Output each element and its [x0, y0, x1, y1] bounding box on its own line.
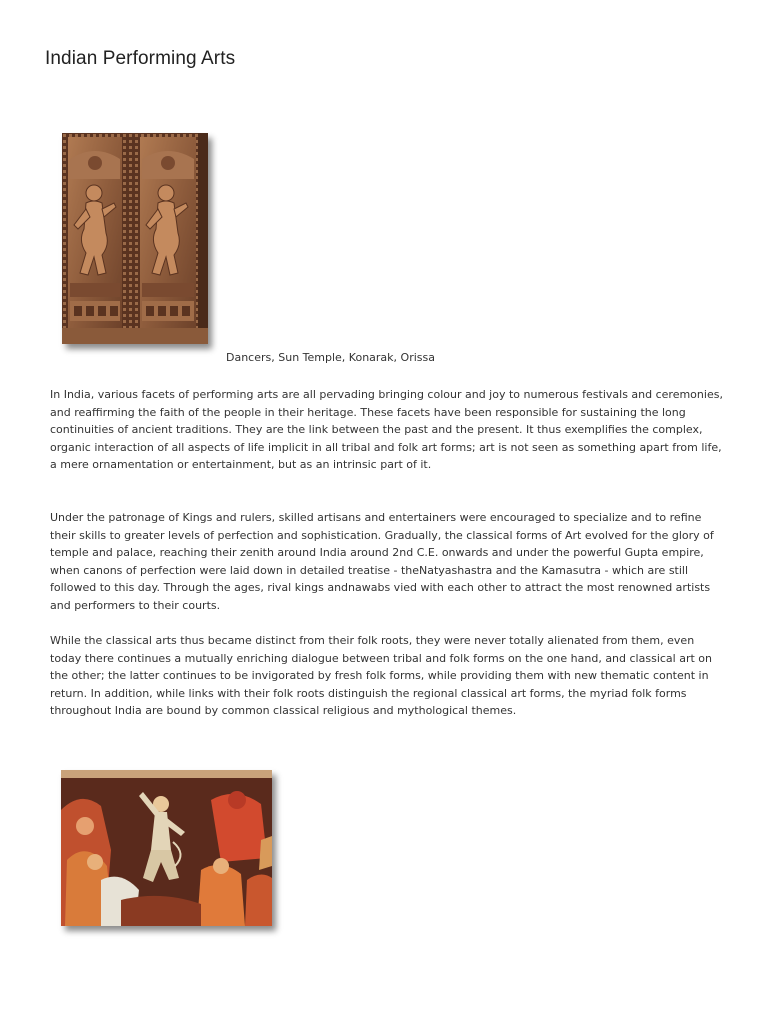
paragraph: Under the patronage of Kings and rulers, skilled artisans and entertainers were encouraged to specialize and to refine their skills to greater levels of perfection and sophistication. Gradually, the classical forms of Art evolved for the glory of temple and palace, reaching their zenith around India around 2nd C.E. onwards and under the powerful Gupta empire, when canons of perfection were laid down in detailed treatise - theNatyashastra and the Kamasutra - which are still followed to this day. Through the ages, rival kings andnawabs vied with each other to attract the most renowned artists and performers to their courts. [50, 511, 714, 612]
paragraph: In India, various facets of performing arts are all pervading bringing colour and joy to numerous festivals and ceremonies, and reaffirming the faith of the people in their heritage. These facets have been responsible for sustaining the long continuities of ancient traditions. They are the link between the past and the present. It thus exemplifies the complex, organic interaction of all aspects of life implicit in all tribal and folk art forms; art is not seen as something apart from life, a mere ornamentation or entertainment, but as an intrinsic part of it. [50, 388, 723, 472]
temple-sculpture-image [62, 133, 208, 344]
dancing-deity-painting-image [61, 770, 272, 926]
page-title: Indian Performing Arts [45, 48, 236, 69]
paragraph: While the classical arts thus became distinct from their folk roots, they were never totally alienated from them, even today there continues a mutually enriching dialogue between tribal and folk forms on the one hand, and classical art on the other; the latter continues to be invigorated by fresh folk forms, while providing them with new thematic content in return. In addition, while links with their folk roots distinguish the regional classical art forms, the myriad folk forms throughout India are bound by common classical religious and mythological themes. [50, 634, 712, 718]
figure-caption: Dancers, Sun Temple, Konarak, Orissa [226, 351, 435, 364]
